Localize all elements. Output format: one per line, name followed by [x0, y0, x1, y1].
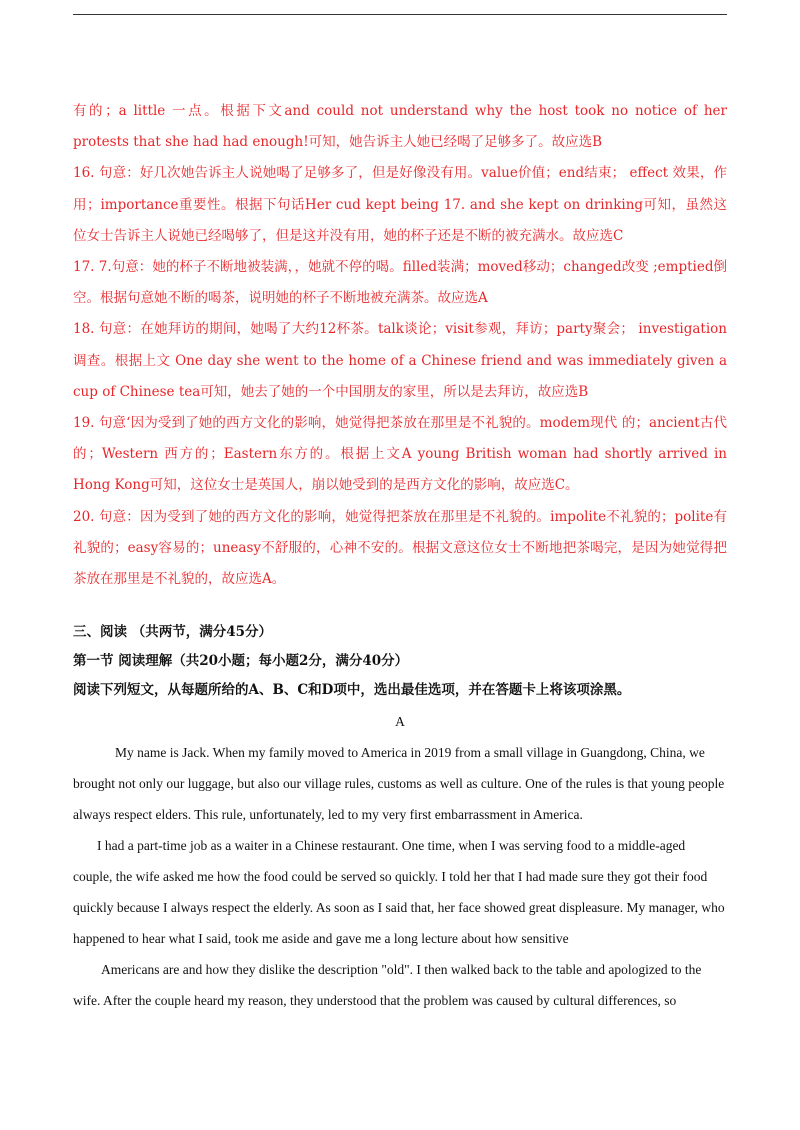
explanation-15-tail: 有的；a little 一点。根据下文and could not understand why the host took no notice of her protests that she had had enough!可知，她告诉主人她已经喝了足够多了。故应选B [73, 103, 727, 151]
answer-explanations [73, 96, 727, 595]
passage-paragraph: Americans are and how they dislike the description "old". I then walked back to the table and apologized to the wife. After the couple heard my reason, they understood that the problem was caused by cultural differences, so [73, 962, 702, 1008]
passage-paragraph: My name is Jack. When my family moved to America in 2019 from a small village in Guangdong, China, we brought not only our luggage, but also our village rules, customs as well as culture. One of the rules is that young people always respect elders. This rule, unfortunately, led to my very first embarrassment in America. [73, 745, 725, 822]
reading-section-header [73, 618, 727, 705]
explanation-19: 19. 句意‘因为受到了她的西方文化的影响，她觉得把茶放在那里是不礼貌的。modem现代 的；ancient古代的；Western 西方的；Eastern东方的。根据上文A young British woman had shortly arrived in Hong Kong可知，这位女士是英国人，崩以她受到的是西方文化的影响，故应选C。 [73, 415, 727, 494]
header-rule [73, 14, 727, 15]
section-subheading: 第一节 阅读理解（共20小题；每小题2分，满分40分） [73, 653, 409, 669]
reading-passage-a [73, 706, 727, 1016]
section-instruction: 阅读下列短文，从每题所给的A、B、C和D项中，选出最佳选项，并在答题卡上将该项涂黑。 [73, 682, 631, 698]
passage-paragraph: I had a part-time job as a waiter in a Chinese restaurant. One time, when I was serving food to a middle-aged couple, the wife asked me how the food could be served so quickly. I told her that I had made sure they got their food quickly because I always respect the elderly. As soon as I said that, her face showed great displeasure. My manager, who happened to hear what I said, took me aside and gave me a long lecture about how sensitive [73, 838, 725, 946]
section-heading: 三、阅读 （共两节，满分45分） [73, 624, 272, 640]
passage-label: A [395, 714, 405, 729]
explanation-18: 18. 句意：在她拜访的期间，她喝了大约12杯茶。talk谈论；visit参观，拜访；party聚会； investigation调查。根据上文 One day she went to the home of a Chinese friend and was immediately given a cup of Chinese tea可知，她去了她的一个中国朋友的家里，所以是去拜访，故应选B [73, 321, 727, 400]
explanation-17: 17. 7.句意：她的杯子不断地被装满，，她就不停的喝。filled装满；moved移动；changed改变 ;emptied倒空。根据句意她不断的喝茶，说明她的杯子不断地被充满茶。故应选A [73, 259, 727, 307]
explanation-16: 16. 句意：好几次她告诉主人说她喝了足够多了，但是好像没有用。value价值；end结束； effect 效果，作用；importance重要性。根据下句话Her cud kept being 17. and she kept on drinking可知，虽然这位女士告诉主人说她已经喝够了，但是这并没有用，她的杯子还是不断的被充满水。故应选C [73, 165, 727, 244]
explanation-20: 20. 句意：因为受到了她的西方文化的影响，她觉得把茶放在那里是不礼貌的。impolite不礼貌的；polite有礼貌的；easy容易的；uneasy不舒服的，心神不安的。根据文意这位女士不断地把茶喝完，是因为她觉得把茶放在那里是不礼貌的，故应选A。 [73, 508, 727, 588]
